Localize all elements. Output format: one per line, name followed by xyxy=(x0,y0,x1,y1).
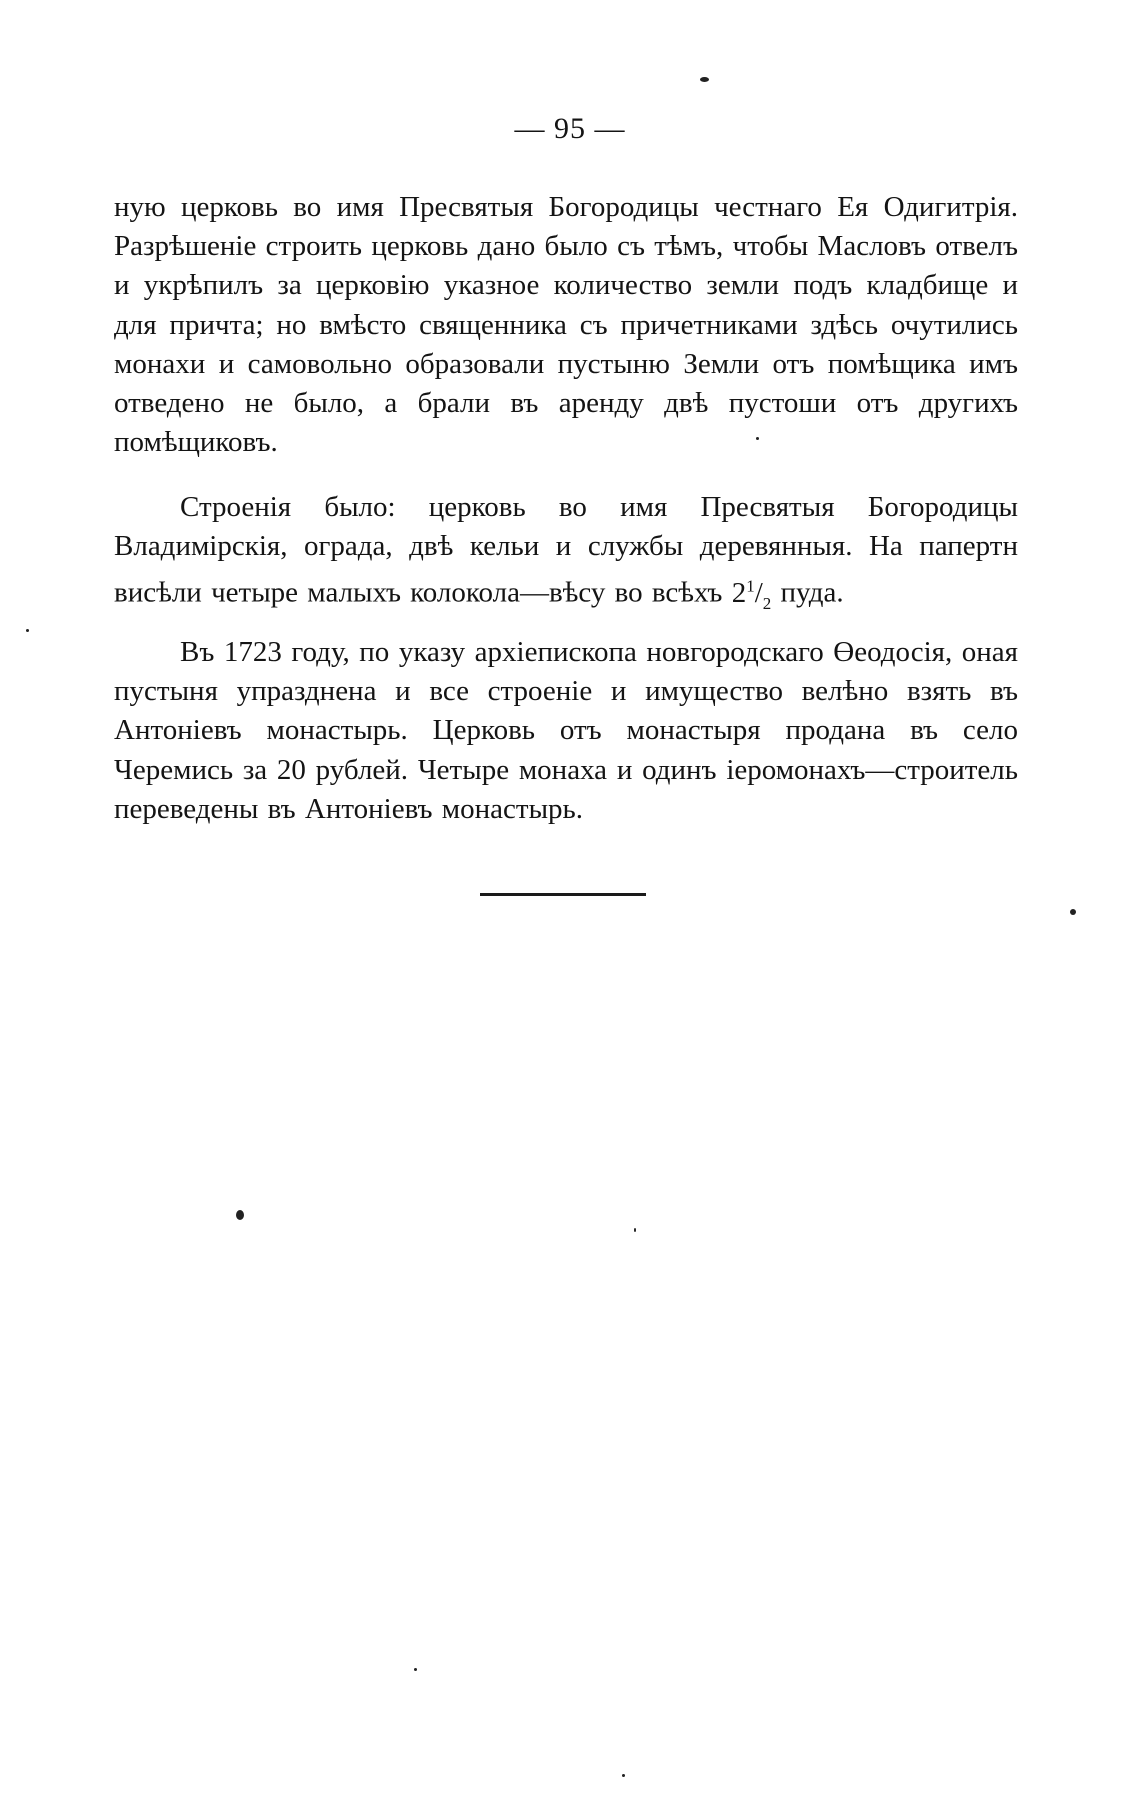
section-end-rule xyxy=(480,893,646,896)
paragraph-1-text: ную церковь во имя Пресвятыя Богородицы честнаго Ея Одигитрія. Разрѣшеніе строить церковь дано было съ тѣмъ, чтобы Масловъ отвелъ и укрѣпилъ за церковію указное количество земли подъ кладбище и для причта; но вмѣсто священника съ причетниками здѣсь очутились монахи и самовольно образовали пустыню Земли отъ помѣщика имъ отведено не было, а брали въ аренду двѣ пустоши отъ другихъ помѣщиковъ. xyxy=(114,191,1018,459)
paragraph-1 xyxy=(114,188,1018,462)
weight-fraction: $2^1/_2$ xyxy=(731,576,772,613)
scan-speck xyxy=(700,77,709,82)
fraction-denominator: 2 xyxy=(762,593,772,613)
paragraph-2-text-before: Строенія было: церковь во имя Пресвятыя Богородицы Владимірскія, ограда, двѣ кельи и службы деревянныя. На папертн висѣли четыре малыхъ колокола—вѣсу во всѣхъ xyxy=(114,491,1018,610)
paragraph-2-text xyxy=(114,488,1018,623)
paragraph-2-text-after: пуда. xyxy=(771,577,844,610)
paragraph-3-text: Въ 1723 году, по указу архіепископа новгородскаго Өеодосія, оная пустыня упразднена и все строеніе и имущество велѣно взять въ Антоніевъ монастырь. Церковь отъ монастыря продана въ село Черемись за 20 рублей. Четыре монаха и одинъ іеромонахъ—строитель переведены въ Антоніевъ монастырь. xyxy=(114,636,1018,825)
scan-speck xyxy=(622,1774,625,1777)
paragraph-3 xyxy=(114,633,1018,829)
scan-speck xyxy=(756,437,759,440)
scan-speck xyxy=(26,629,29,632)
scan-speck xyxy=(236,1210,244,1220)
scan-speck xyxy=(414,1668,417,1671)
scan-speck xyxy=(634,1228,636,1232)
page-number: — 95 — xyxy=(514,112,626,145)
fraction-numerator: 1 xyxy=(746,576,755,596)
paragraph-2 xyxy=(114,488,1018,623)
scan-speck xyxy=(1070,909,1076,915)
fraction-whole: 2 xyxy=(731,577,747,610)
